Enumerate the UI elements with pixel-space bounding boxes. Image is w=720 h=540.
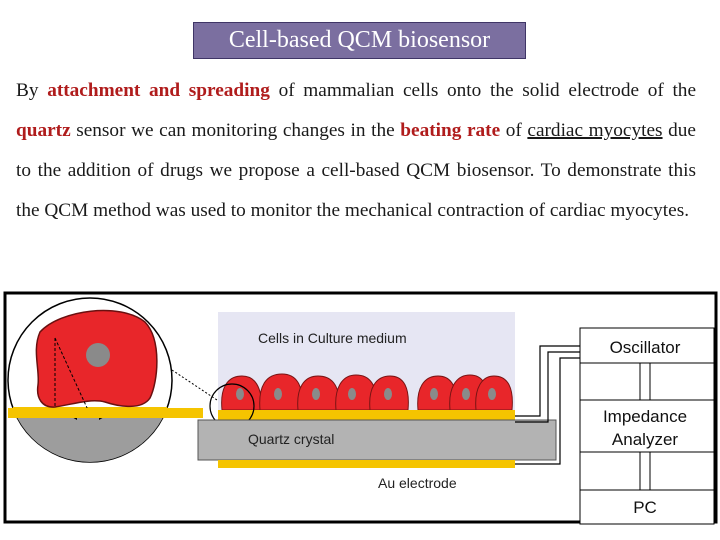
highlight-attachment: attachment and spreading [47, 80, 270, 101]
oscillator-label: Oscillator [609, 338, 681, 357]
text-segment: sensor we can monitoring changes in the [70, 120, 401, 141]
description-paragraph [16, 71, 696, 231]
qcm-diagram [0, 290, 720, 540]
underline-cardiac-myocytes: cardiac myocytes [527, 120, 663, 141]
highlight-quartz: quartz [16, 120, 71, 141]
text-segment: By [16, 80, 48, 101]
text-segment: due to the addition of drugs we propose a cell-based QCM biosensor. To demonstrate this the QCM method was used to monitor the mechanical contraction of cardiac myocytes. [16, 120, 696, 221]
quartz-crystal-label: Quartz crystal [248, 431, 335, 447]
instrument-stack [580, 328, 714, 524]
text-segment: of [500, 120, 528, 141]
page-title: Cell-based QCM biosensor [193, 22, 526, 59]
gold-electrode-top [218, 410, 515, 420]
culture-medium-label: Cells in Culture medium [258, 330, 407, 346]
au-electrode-label: Au electrode [378, 475, 457, 491]
gold-strip-left [8, 408, 203, 418]
impedance-label: Impedance [602, 407, 688, 426]
analyzer-label: Analyzer [611, 430, 679, 449]
highlight-beating-rate: beating rate [400, 120, 501, 141]
pc-label: PC [633, 498, 657, 517]
gold-electrode-bottom [218, 460, 515, 468]
text-segment: of mammalian cells onto the solid electrode of the [269, 80, 696, 101]
zoom-nucleus [86, 343, 110, 367]
